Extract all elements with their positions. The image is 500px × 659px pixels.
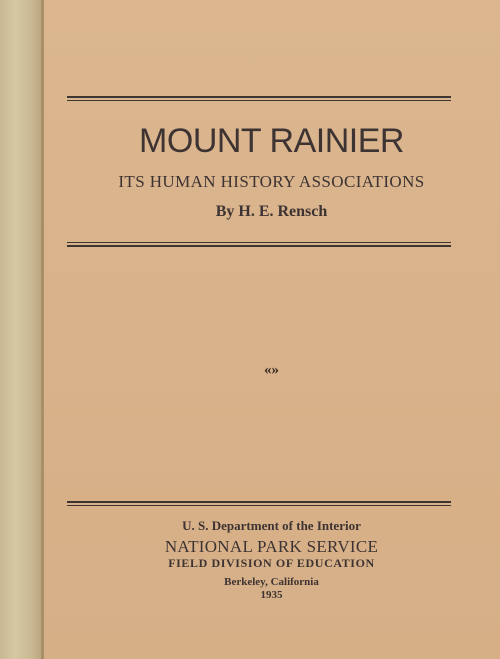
cover-author: By H. E. Rensch bbox=[215, 203, 328, 220]
spine-binding bbox=[0, 0, 43, 659]
publication-year: 1935 bbox=[260, 589, 283, 601]
bottom-double-rule bbox=[67, 501, 451, 506]
cover-subtitle: ITS HUMAN HISTORY ASSOCIATIONS bbox=[118, 172, 425, 191]
publisher-division: FIELD DIVISION OF EDUCATION bbox=[168, 556, 375, 570]
publisher-department: U. S. Department of the Interior bbox=[182, 518, 361, 533]
ornament-glyph: «» bbox=[264, 362, 279, 378]
publication-place: Berkeley, California bbox=[224, 576, 319, 588]
cover-title: MOUNT RAINIER bbox=[139, 122, 404, 160]
middle-double-rule bbox=[67, 242, 451, 247]
top-double-rule bbox=[67, 96, 451, 101]
publisher-service: NATIONAL PARK SERVICE bbox=[164, 537, 379, 556]
